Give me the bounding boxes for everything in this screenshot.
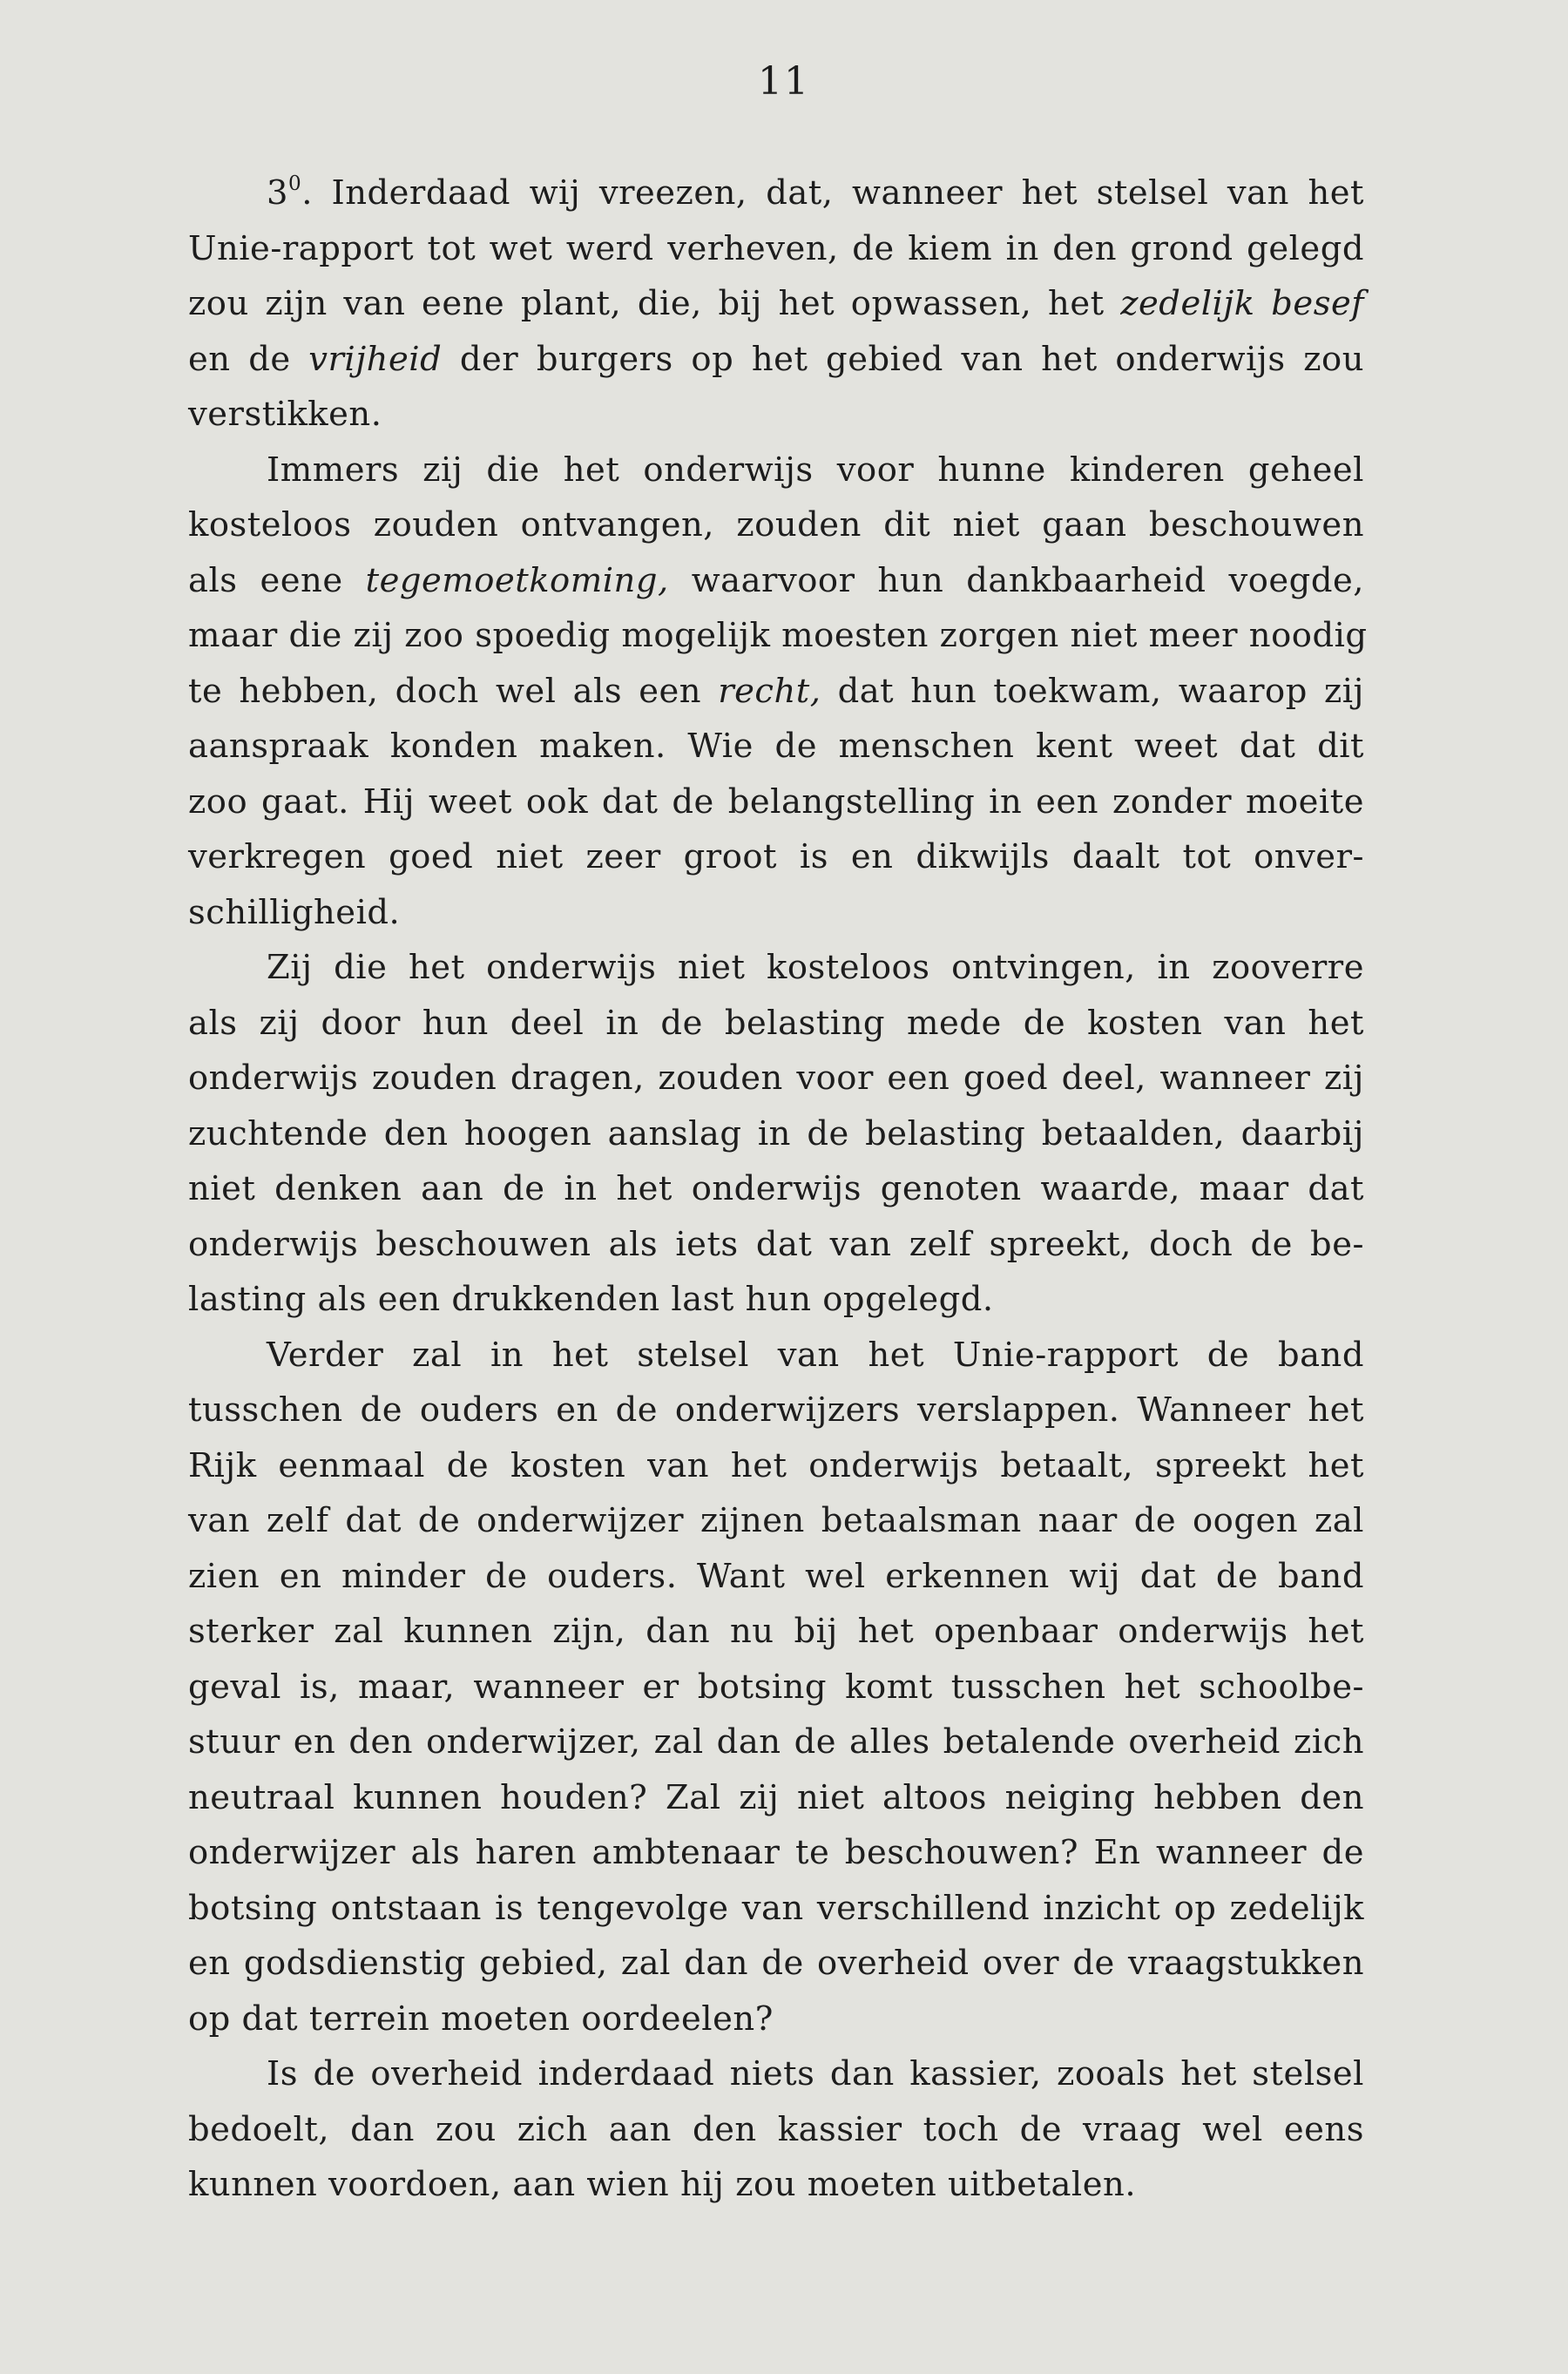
text-line: geval is, maar, wanneer er botsing komt tusschen het schoolbe- bbox=[188, 1667, 1364, 1707]
text-line: zou zijn van eene plant, die, bij het opwassen, het zedelijk besef bbox=[188, 284, 1364, 324]
text-line: van zelf dat de onderwijzer zijnen betaalsman naar de oogen zal bbox=[188, 1501, 1364, 1541]
emphasis: tegemoetkoming, bbox=[365, 560, 669, 600]
text-line: op dat terrein moeten oordeelen? bbox=[188, 1999, 774, 2039]
paragraph bbox=[188, 157, 1364, 443]
emphasis: vrijheid bbox=[308, 339, 443, 379]
text-line: Zij die het onderwijs niet kosteloos ontvingen, in zooverre bbox=[267, 948, 1364, 988]
text-line: kosteloos zouden ontvangen, zouden dit niet gaan beschouwen bbox=[188, 505, 1364, 545]
emphasis: zedelijk besef bbox=[1120, 284, 1364, 324]
text-line: lasting als een drukkenden last hun opgelegd. bbox=[188, 1280, 994, 1320]
text-line: onderwijzer als haren ambtenaar te beschouwen? En wanneer de bbox=[188, 1833, 1364, 1873]
text-line: en godsdienstig gebied, zal dan de overheid over de vraagstukken bbox=[188, 1944, 1364, 1984]
text-line: en de vrijheid der burgers op het gebied van het onderwijs zou bbox=[188, 339, 1364, 379]
text-line: neutraal kunnen houden? Zal zij niet altoos neiging hebben den bbox=[188, 1777, 1364, 1817]
text-line: te hebben, doch wel als een recht, dat hun toekwam, waarop zij bbox=[188, 671, 1364, 711]
text-line: als eene tegemoetkoming, waarvoor hun dankbaarheid voegde, bbox=[188, 560, 1364, 600]
text-line: niet denken aan de in het onderwijs genoten waarde, maar dat bbox=[188, 1169, 1364, 1209]
text-line: stuur en den onderwijzer, zal dan de alles betalende overheid zich bbox=[188, 1722, 1364, 1762]
page-number: 11 bbox=[758, 59, 810, 104]
paragraph bbox=[188, 2046, 1364, 2213]
body-text bbox=[188, 157, 1368, 2213]
text-line: tusschen de ouders en de onderwijzers verslappen. Wanneer het bbox=[188, 1390, 1364, 1430]
text-line: maar die zij zoo spoedig mogelijk moesten zorgen niet meer noodig bbox=[188, 616, 1368, 656]
text-line: als zij door hun deel in de belasting mede de kosten van het bbox=[188, 1003, 1364, 1043]
text-line: Immers zij die het onderwijs voor hunne kinderen geheel bbox=[267, 450, 1364, 490]
paragraph bbox=[188, 1328, 1364, 2047]
text-line: botsing ontstaan is tengevolge van verschillend inzicht op zedelijk bbox=[188, 1888, 1364, 1928]
text-line: zien en minder de ouders. Want wel erkennen wij dat de band bbox=[188, 1556, 1364, 1596]
text-line: schilligheid. bbox=[188, 892, 401, 932]
text-line: sterker zal kunnen zijn, dan nu bij het openbaar onderwijs het bbox=[188, 1612, 1364, 1652]
paragraph bbox=[188, 443, 1368, 941]
text-line: onderwijs zouden dragen, zouden voor een goed deel, wanneer zij bbox=[188, 1058, 1364, 1099]
text-line: verkregen goed niet zeer groot is en dikwijls daalt tot onver- bbox=[188, 837, 1364, 877]
text-line: verstikken. bbox=[188, 395, 382, 435]
emphasis: recht, bbox=[718, 671, 821, 711]
text-line: aanspraak konden maken. Wie de menschen kent weet dat dit bbox=[188, 727, 1364, 767]
text-line: bedoelt, dan zou zich aan den kassier toch de vraag wel eens bbox=[188, 2109, 1364, 2149]
text-line: zuchtende den hoogen aanslag in de belasting betaalden, daarbij bbox=[188, 1113, 1364, 1153]
text-line: Is de overheid inderdaad niets dan kassier, zooals het stelsel bbox=[267, 2054, 1364, 2094]
text-line: Verder zal in het stelsel van het Unie-rapport de band bbox=[267, 1335, 1364, 1375]
text-line: Rijk eenmaal de kosten van het onderwijs betaalt, spreekt het bbox=[188, 1445, 1364, 1485]
text-line: Unie-rapport tot wet werd verheven, de kiem in den grond gelegd bbox=[188, 228, 1364, 268]
text-line: $3^0$. Inderdaad wij vreezen, dat, wanneer het stelsel van het bbox=[267, 172, 1364, 213]
paragraph bbox=[188, 940, 1364, 1328]
text-line: zoo gaat. Hij weet ook dat de belangstelling in een zonder moeite bbox=[188, 781, 1364, 822]
text-line: kunnen voordoen, aan wien hij zou moeten uitbetalen. bbox=[188, 2165, 1137, 2205]
text-line: onderwijs beschouwen als iets dat van zelf spreekt, doch de be- bbox=[188, 1224, 1364, 1264]
